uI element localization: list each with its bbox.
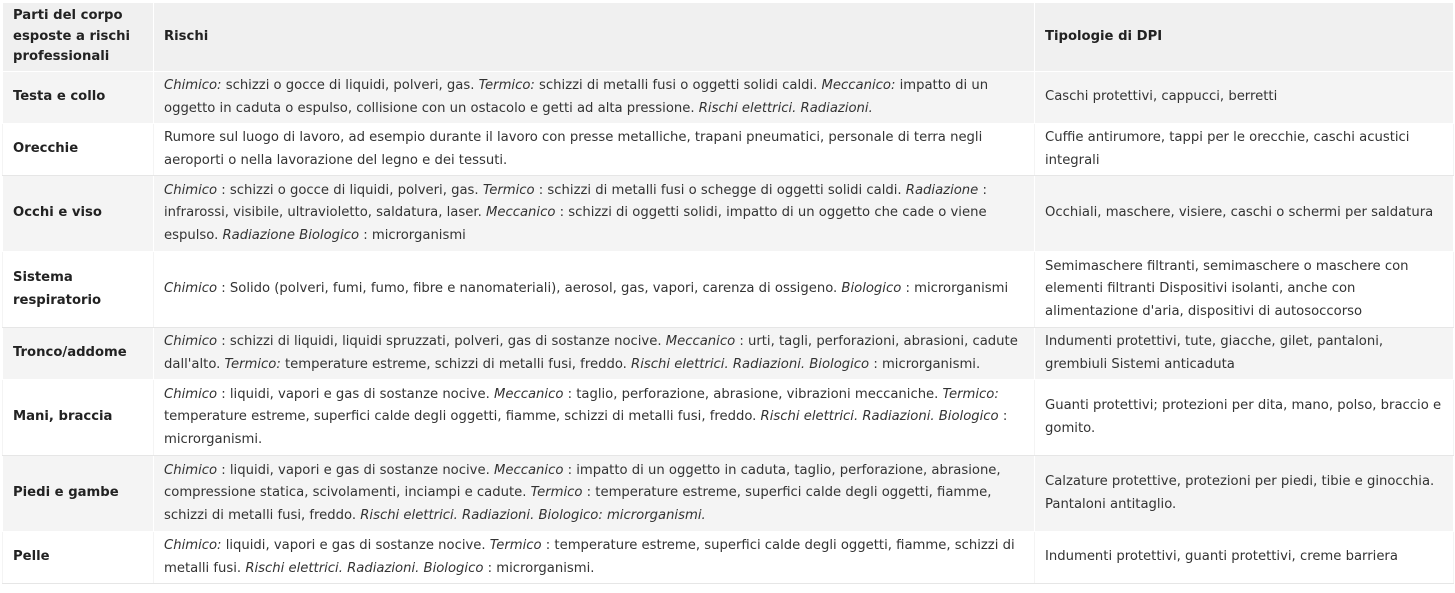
risk-description-text: : liquidi, vapori e gas di sostanze nocive. bbox=[217, 462, 494, 478]
risk-category-label: Radiazione bbox=[905, 182, 979, 198]
risk-category-label: Meccanico bbox=[493, 386, 564, 402]
risk-category-label: Rischi elettrici. Radiazioni. Biologico bbox=[631, 356, 870, 372]
risks-cell bbox=[154, 328, 1035, 380]
risk-description-text: : urti, tagli, perforazioni, abrasioni, cadute dall'alto. bbox=[164, 334, 1018, 372]
risk-description-text: liquidi, vapori e gas di sostanze nocive. bbox=[221, 538, 490, 553]
risks-cell bbox=[154, 124, 1035, 176]
body-part-cell: Orecchie bbox=[3, 124, 154, 176]
risk-description-text: : temperature estreme, superfici calde degli oggetti, fiamme, schizzi di metalli fusi. bbox=[164, 538, 1015, 576]
header-ppe-types: Tipologie di DPI bbox=[1035, 3, 1454, 72]
risk-description-text: : schizzi di oggetti solidi, impatto di un oggetto che cade o viene espulso. bbox=[164, 205, 987, 243]
risk-description-text: : Solido (polveri, fumi, fumo, fibre e nanomateriali), aerosol, gas, vapori, carenza di ossigeno. bbox=[217, 281, 842, 297]
risks-cell bbox=[154, 176, 1035, 252]
risks-cell bbox=[154, 380, 1035, 456]
body-part-cell: Tronco/addome bbox=[3, 328, 154, 380]
risk-description-text: : infrarossi, visibile, ultravioletto, saldatura, laser. bbox=[164, 182, 987, 221]
body-part-cell: Testa e collo bbox=[3, 72, 154, 124]
risk-category-label: Rischi elettrici. Radiazioni. Biologico: microrganismi. bbox=[360, 507, 706, 523]
table-row bbox=[3, 72, 1454, 124]
ppe-types-cell: Cuffie antirumore, tappi per le orecchie, caschi acustici integrali bbox=[1035, 124, 1454, 176]
body-part-cell: Occhi e viso bbox=[3, 176, 154, 252]
risk-category-label: Termico: bbox=[942, 386, 999, 402]
risk-description-text: : schizzi di metalli fusi o schegge di oggetti solidi caldi. bbox=[534, 182, 906, 198]
risk-description-text: : impatto di un oggetto in caduta, taglio, perforazione, abrasione, compressione statica, scivolamenti, inciampi e cadute. bbox=[164, 462, 1001, 501]
risk-category-label: Chimico bbox=[164, 281, 218, 297]
ppe-types-cell: Semimaschere filtranti, semimaschere o maschere con elementi filtranti Dispositivi isolanti, anche con alimentazione d'aria, dispositivi di autosoccorso bbox=[1035, 252, 1454, 328]
ppe-types-cell: Caschi protettivi, cappucci, berretti bbox=[1035, 72, 1454, 124]
risk-category-label: Meccanico: bbox=[821, 78, 896, 93]
body-part-cell: Mani, braccia bbox=[3, 380, 154, 456]
risks-cell bbox=[154, 252, 1035, 328]
risks-cell bbox=[154, 72, 1035, 124]
risk-category-label: Chimico bbox=[164, 386, 218, 402]
risk-category-label: Chimico bbox=[164, 334, 218, 349]
risk-description-text: impatto di un oggetto in caduta o espulso, collisione con un ostacolo e getti ad alta pressione. bbox=[164, 78, 989, 116]
risk-category-label: Meccanico bbox=[485, 205, 556, 221]
risk-description-text: : liquidi, vapori e gas di sostanze nocive. bbox=[217, 386, 494, 402]
risk-description-text: : microrganismi. bbox=[869, 356, 981, 372]
risk-description-text: : schizzi o gocce di liquidi, polveri, gas. bbox=[217, 182, 483, 198]
body-part-cell: Pelle bbox=[3, 532, 154, 584]
ppe-types-cell: Occhiali, maschere, visiere, caschi o schermi per saldatura bbox=[1035, 176, 1454, 252]
risk-description-text: : microrganismi. bbox=[164, 409, 1008, 447]
risk-category-label: Chimico: bbox=[164, 78, 222, 93]
risk-description-text: : microrganismi bbox=[901, 281, 1009, 297]
risk-category-label: Biologico bbox=[841, 281, 902, 297]
risk-description-text: Rumore sul luogo di lavoro, ad esempio durante il lavoro con presse metalliche, trapani pneumatici, personale di terra negli aeroporti o nella lavorazione del legno e dei tessuti. bbox=[164, 130, 983, 168]
risk-category-label: Chimico bbox=[164, 182, 218, 198]
header-body-parts: Parti del corpo esposte a rischi professionali bbox=[3, 3, 154, 72]
body-part-cell: Sistema respiratorio bbox=[3, 252, 154, 328]
header-row bbox=[3, 3, 1454, 72]
risk-category-label: Rischi elettrici. Radiazioni. bbox=[698, 100, 873, 116]
table-header bbox=[3, 3, 1454, 72]
risk-category-label: Termico bbox=[530, 485, 583, 501]
risk-category-label: Rischi elettrici. Radiazioni. Biologico bbox=[245, 560, 484, 576]
ppe-types-cell: Indumenti protettivi, tute, giacche, gilet, pantaloni, grembiuli Sistemi anticaduta bbox=[1035, 328, 1454, 380]
risk-category-label: Chimico: bbox=[164, 538, 222, 553]
risk-description-text: schizzi di metalli fusi o oggetti solidi caldi. bbox=[534, 78, 822, 93]
risk-category-label: Termico: bbox=[478, 78, 535, 93]
table-row bbox=[3, 380, 1454, 456]
risk-category-label: Chimico bbox=[164, 462, 218, 478]
header-risks: Rischi bbox=[154, 3, 1035, 72]
risk-category-label: Termico: bbox=[224, 356, 281, 372]
risk-category-label: Rischi elettrici. Radiazioni. Biologico bbox=[760, 409, 999, 425]
risk-category-label: Meccanico bbox=[493, 462, 564, 478]
table-row bbox=[3, 252, 1454, 328]
ppe-types-cell: Guanti protettivi; protezioni per dita, mano, polso, braccio e gomito. bbox=[1035, 380, 1454, 456]
risk-description-text: temperature estreme, superfici calde degli oggetti, fiamme, schizzi di metalli fusi, freddo. bbox=[164, 409, 761, 425]
risk-description-text: : schizzi di liquidi, liquidi spruzzati, polveri, gas di sostanze nocive. bbox=[217, 334, 666, 349]
table-row bbox=[3, 124, 1454, 176]
risk-description-text: : taglio, perforazione, abrasione, vibrazioni meccaniche. bbox=[563, 386, 943, 402]
risk-category-label: Termico bbox=[489, 538, 542, 553]
risk-category-label: Meccanico bbox=[665, 334, 736, 349]
risk-description-text: : microrganismi bbox=[359, 227, 466, 243]
ppe-types-cell: Indumenti protettivi, guanti protettivi, creme barriera bbox=[1035, 532, 1454, 584]
table-row bbox=[3, 176, 1454, 252]
risk-category-label: Radiazione Biologico bbox=[222, 227, 360, 243]
risks-cell bbox=[154, 532, 1035, 584]
risks-cell bbox=[154, 456, 1035, 532]
table-row bbox=[3, 532, 1454, 584]
table-row bbox=[3, 328, 1454, 380]
table-row bbox=[3, 456, 1454, 532]
dpi-table bbox=[2, 2, 1454, 584]
risk-description-text: schizzi o gocce di liquidi, polveri, gas. bbox=[221, 78, 479, 93]
ppe-types-cell: Calzature protettive, protezioni per piedi, tibie e ginocchia. Pantaloni antitaglio. bbox=[1035, 456, 1454, 532]
table-body bbox=[3, 72, 1454, 584]
body-part-cell: Piedi e gambe bbox=[3, 456, 154, 532]
risk-description-text: temperature estreme, schizzi di metalli fusi, freddo. bbox=[280, 356, 632, 372]
risk-description-text: : microrganismi. bbox=[483, 560, 595, 576]
risk-description-text: : temperature estreme, superfici calde degli oggetti, fiamme, schizzi di metalli fusi, freddo. bbox=[164, 485, 992, 523]
risk-category-label: Termico bbox=[482, 182, 535, 198]
